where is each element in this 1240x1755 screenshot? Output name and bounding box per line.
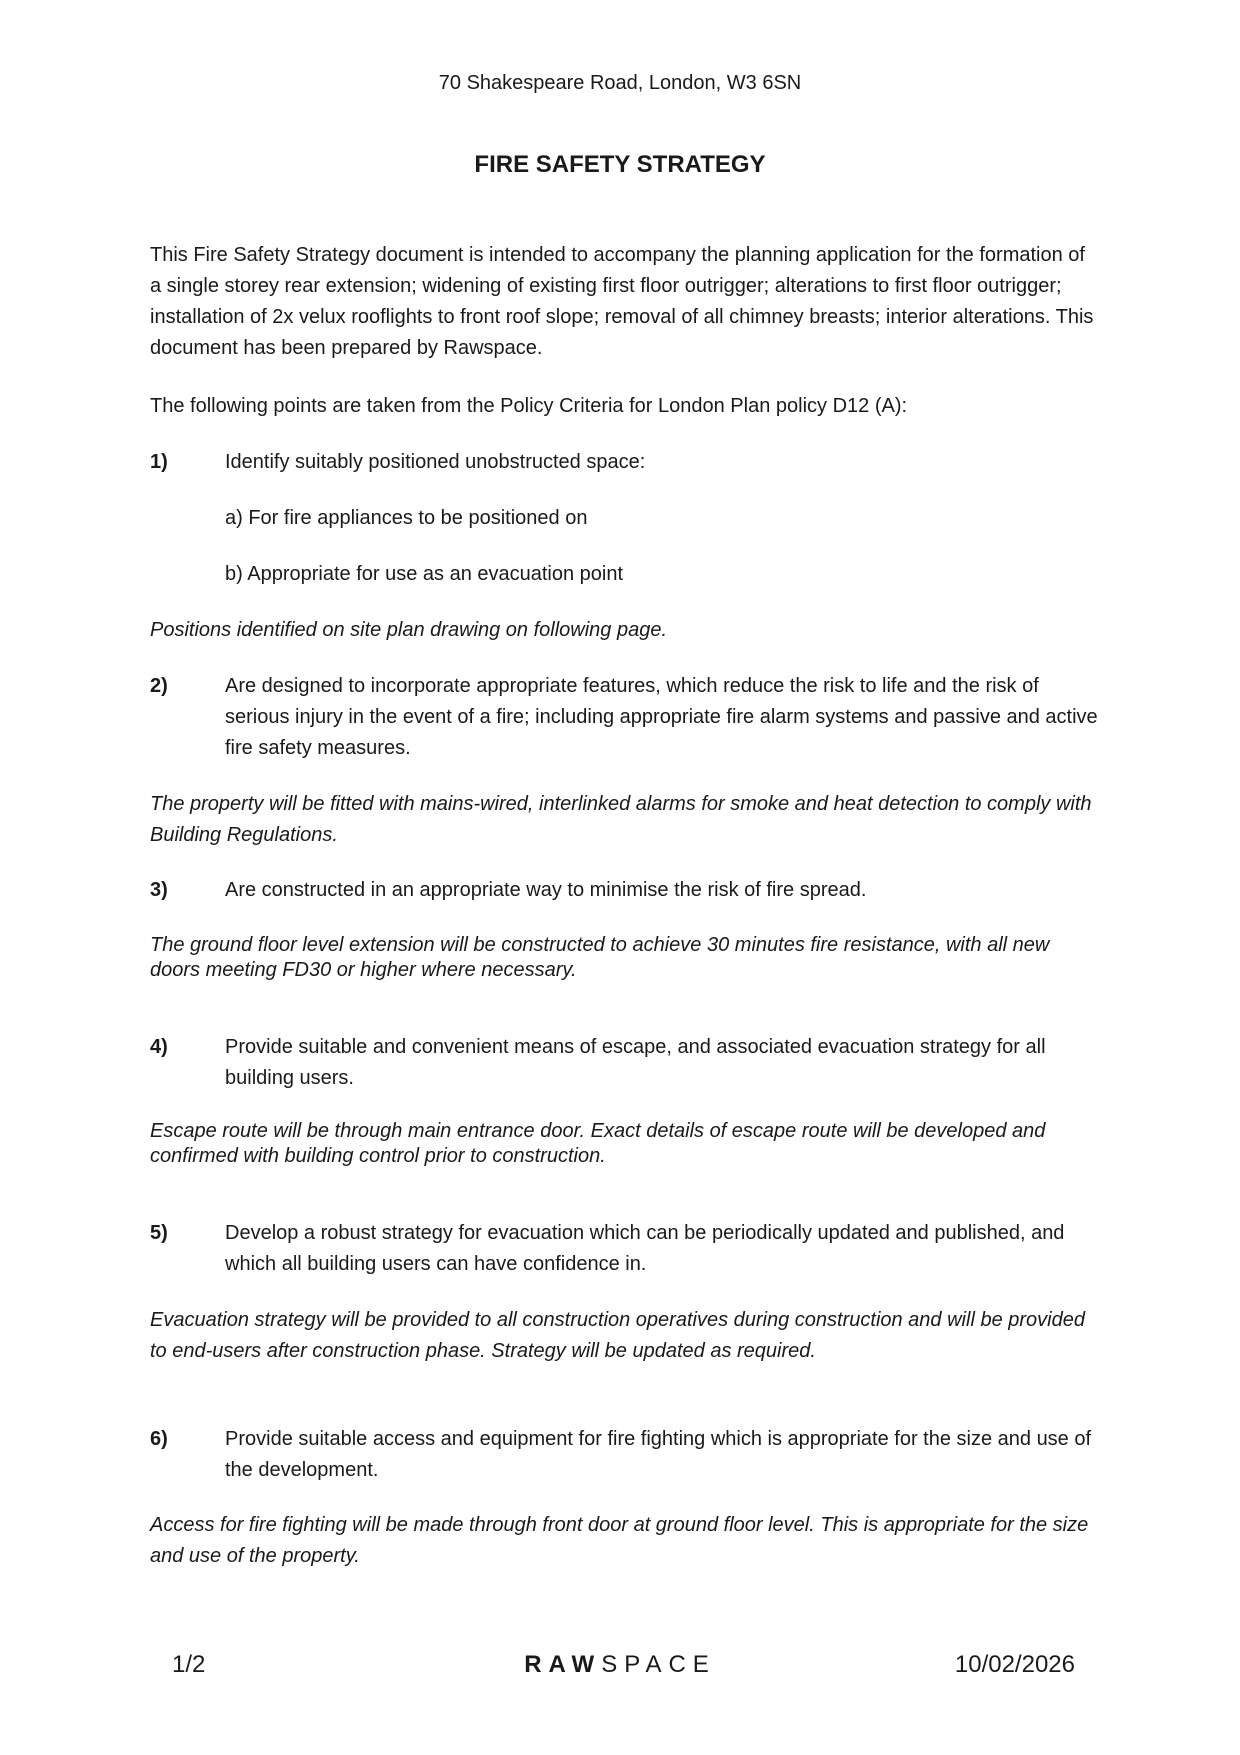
point-number: 2) <box>150 675 168 697</box>
point-1-subitem-b: b) Appropriate for use as an evacuation point <box>225 563 624 585</box>
brand-bold-text: RAW <box>524 1651 602 1678</box>
point-number: 6) <box>150 1428 168 1450</box>
point-number: 1) <box>150 451 168 473</box>
intro-paragraph: This Fire Safety Strategy document is intended to accompany the planning application for the formation of a single storey rear extension; widening of existing first floor outrigger; alterations to first floor outrigger; installation of 2x velux rooflights to front roof slope; removal of all chimney breasts; interior alterations. This document has been prepared by Rawspace. <box>150 244 1094 359</box>
document-date: 10/02/2026 <box>954 1651 1075 1678</box>
point-text: Are constructed in an appropriate way to minimise the risk of fire spread. <box>225 879 867 901</box>
point-number: 5) <box>150 1222 168 1244</box>
point-number: 4) <box>150 1036 168 1058</box>
point-text: Identify suitably positioned unobstructed space: <box>225 451 646 473</box>
point-text: Provide suitable access and equipment for fire fighting which is appropriate for the size and use of the development. <box>225 1428 1092 1481</box>
brand-light-text: SPACE <box>601 1651 716 1678</box>
point-2-note: The property will be fitted with mains-wired, interlinked alarms for smoke and heat detection to comply with Building Regulations. <box>150 793 1092 846</box>
point-3-note: The ground floor level extension will be constructed to achieve 30 minutes fire resistance, with all new doors meeting FD30 or higher where necessary. <box>150 934 1050 981</box>
point-text: Provide suitable and convenient means of escape, and associated evacuation strategy for all building users. <box>225 1036 1046 1089</box>
point-1-note: Positions identified on site plan drawing on following page. <box>150 619 668 641</box>
point-1-subitem-a: a) For fire appliances to be positioned on <box>225 507 588 529</box>
point-5-note: Evacuation strategy will be provided to all construction operatives during construction and will be provided to end-users after construction phase. Strategy will be updated as required. <box>150 1309 1085 1362</box>
page-number: 1/2 <box>172 1651 206 1678</box>
point-6-note: Access for fire fighting will be made through front door at ground floor level. This is appropriate for the size and use of the property. <box>150 1514 1089 1567</box>
point-number: 3) <box>150 879 168 901</box>
point-4-note: Escape route will be through main entrance door. Exact details of escape route will be developed and confirmed with building control prior to construction. <box>150 1120 1046 1167</box>
point-text: Develop a robust strategy for evacuation which can be periodically updated and published, and which all building users can have confidence in. <box>225 1222 1065 1275</box>
page-title: FIRE SAFETY STRATEGY <box>474 151 766 178</box>
policy-lead-paragraph: The following points are taken from the Policy Criteria for London Plan policy D12 (A): <box>150 395 908 417</box>
point-text: Are designed to incorporate appropriate features, which reduce the risk to life and the risk of serious injury in the event of a fire; including appropriate fire alarm systems and passive and active fire safety measures. <box>225 675 1098 759</box>
site-address: 70 Shakespeare Road, London, W3 6SN <box>438 72 802 94</box>
